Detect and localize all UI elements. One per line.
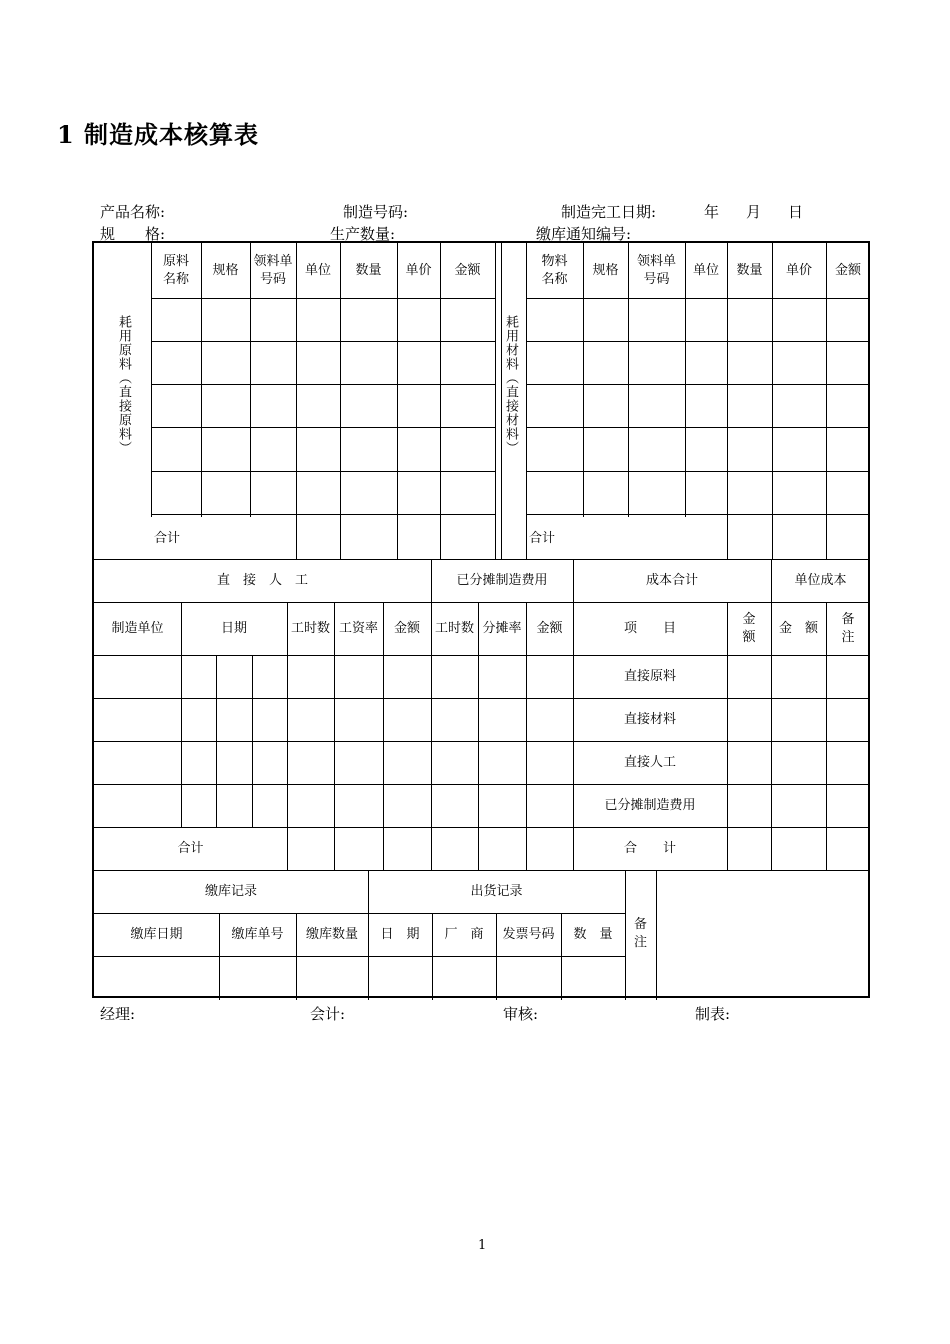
completion-date-label: 制造完工日期:: [561, 203, 657, 221]
grid-line: [501, 243, 502, 559]
cost-form: [92, 241, 870, 998]
stock-remark-label: 备 注: [633, 917, 647, 950]
raw-side-label: 耗用原料（直接原料）: [116, 315, 131, 455]
accountant-label: 会计:: [310, 1005, 346, 1023]
lab-col-wage-rate: 工资率: [338, 620, 378, 636]
stock-col-date: 缴库日期: [130, 926, 183, 942]
unit-col-remark: 备 注: [841, 611, 855, 645]
grid-line: [526, 471, 870, 472]
spec-label: 规 格:: [100, 225, 166, 243]
oh-col-amount: 金额: [536, 620, 563, 636]
overhead-header: 已分摊制造费用: [456, 572, 548, 588]
ship-col-invoice: 发票号码: [502, 926, 555, 942]
raw-col-qty: 数量: [355, 262, 382, 278]
grid-line: [151, 341, 495, 342]
mat-col-qty: 数量: [736, 262, 763, 278]
cost-total-label: 合 计: [623, 840, 676, 856]
mat-total-label: 合计: [529, 531, 556, 546]
grid-line: [94, 655, 870, 656]
raw-col-spec: 规格: [212, 262, 239, 278]
direct-labor-header: 直 接 人 工: [216, 572, 308, 588]
ship-col-date: 日 期: [380, 926, 420, 942]
grid-line: [526, 384, 870, 385]
raw-col-unit: 单位: [304, 262, 331, 278]
cost-item-direct-mat: 直接材料: [623, 711, 676, 727]
grid-line: [526, 514, 870, 515]
mat-col-price: 单价: [785, 262, 812, 278]
day-label: 日: [788, 203, 804, 221]
grid-line: [526, 341, 870, 342]
ship-col-qty: 数 量: [573, 926, 613, 942]
grid-line: [526, 427, 870, 428]
page-title: 1 制造成本核算表: [57, 120, 260, 149]
raw-col-price: 单价: [405, 262, 432, 278]
grid-line: [94, 784, 870, 785]
prod-qty-label: 生产数量:: [330, 225, 396, 243]
unit-cost-header: 单位成本: [794, 572, 847, 588]
grid-line: [151, 298, 495, 299]
stock-record-header: 缴库记录: [204, 883, 257, 899]
grid-line: [151, 384, 495, 385]
lab-col-unit: 制造单位: [111, 620, 164, 636]
grid-line: [151, 427, 495, 428]
auditor-label: 审核:: [503, 1005, 539, 1023]
lab-col-date: 日期: [220, 620, 247, 636]
manager-label: 经理:: [100, 1005, 136, 1023]
preparer-label: 制表:: [695, 1005, 731, 1023]
unit-col-amount: 金 额: [778, 620, 818, 636]
grid-line: [94, 741, 870, 742]
lab-col-hours: 工时数: [290, 620, 330, 636]
page-number: 1: [478, 1238, 487, 1253]
cost-total-header: 成本合计: [645, 572, 698, 588]
oh-col-hours: 工时数: [434, 620, 474, 636]
labor-total-label: 合计: [177, 840, 204, 856]
mfg-no-label: 制造号码:: [343, 203, 409, 221]
mat-col-req-no: 领料单 号码: [636, 253, 676, 287]
shipping-record-header: 出货记录: [470, 883, 523, 899]
mat-col-name: 物料 名称: [541, 253, 568, 287]
month-label: 月: [746, 203, 762, 221]
mat-col-spec: 规格: [592, 262, 619, 278]
grid-line: [94, 698, 870, 699]
cost-item-direct-raw: 直接原料: [623, 668, 676, 684]
grid-line: [151, 514, 495, 515]
mat-col-unit: 单位: [692, 262, 719, 278]
lab-col-amount: 金额: [393, 620, 420, 636]
grid-line: [526, 298, 870, 299]
cost-item-direct-labor: 直接人工: [623, 754, 676, 770]
mat-side-label: 耗用材料（直接材料）: [503, 315, 518, 455]
raw-col-name: 原料 名称: [162, 253, 189, 287]
product-name-label: 产品名称:: [100, 203, 166, 221]
stock-col-qty: 缴库数量: [305, 926, 358, 942]
raw-col-req-no: 领料单 号码: [253, 253, 293, 287]
ship-col-vendor: 厂 商: [444, 926, 484, 942]
grid-line: [656, 870, 657, 1000]
stock-notice-label: 缴库通知编号:: [536, 225, 632, 243]
cost-col-item: 项 目: [623, 620, 676, 636]
grid-line: [94, 956, 625, 957]
grid-line: [495, 243, 496, 559]
oh-col-rate: 分摊率: [482, 620, 522, 636]
cost-item-overhead: 已分摊制造费用: [604, 797, 696, 813]
raw-total-label: 合计: [154, 531, 181, 546]
mat-col-amount: 金额: [834, 262, 861, 278]
stock-col-no: 缴库单号: [231, 926, 284, 942]
raw-col-amount: 金额: [454, 262, 481, 278]
year-label: 年: [704, 203, 720, 221]
cost-col-amount: 金 额: [742, 611, 756, 645]
grid-line: [151, 471, 495, 472]
